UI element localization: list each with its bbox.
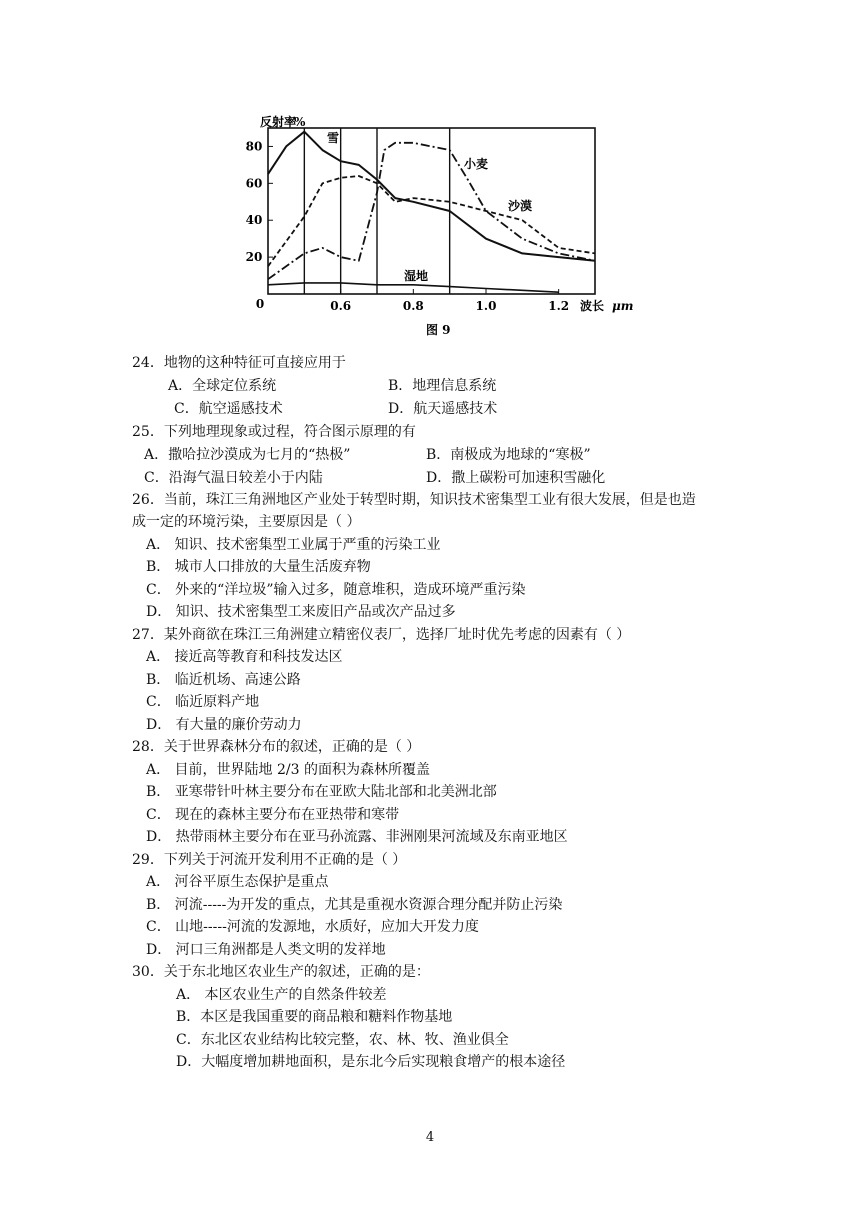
y-axis-unit: % (294, 115, 306, 129)
y-tick-label-2: 40 (245, 213, 263, 228)
label-desert: 沙漠 (508, 199, 533, 213)
figure-caption: 图 9 (426, 323, 451, 337)
q27-option-c: C． 临近原料产地 (146, 694, 260, 710)
y-axis-label: 反射率 (260, 115, 297, 129)
x-axis-label: 波长 (580, 299, 605, 313)
x-tick-label-3: 1.2 (548, 299, 570, 313)
q30-option-b: B．本区是我国重要的商品粮和糖料作物基地 (176, 1009, 453, 1025)
q30-option-a: A． 本区农业生产的自然条件较差 (176, 987, 387, 1003)
y-tick-label-0: 0 (255, 297, 265, 311)
q28-option-c: C． 现在的森林主要分布在亚热带和寒带 (146, 807, 400, 823)
q29-option-c: C． 山地-----河流的发源地，水质好，应加大开发力度 (146, 919, 479, 935)
q28-option-b: B． 亚寒带针叶林主要分布在亚欧大陆北部和北美洲北部 (146, 784, 497, 800)
reflectance-chart (245, 108, 640, 340)
plot-frame (268, 128, 595, 294)
q26-option-b: B． 城市人口排放的大量生活废弃物 (146, 559, 371, 575)
q24-option-b: B．地理信息系统 (388, 378, 497, 394)
q29-option-d: D． 河口三角洲都是人类文明的发祥地 (146, 942, 386, 958)
q30-option-d: D．大幅度增加耕地面积，是东北今后实现粮食增产的根本途径 (176, 1054, 566, 1070)
y-tick-label-1: 20 (245, 250, 263, 265)
x-tick-label-2: 1.0 (475, 299, 497, 313)
q24-stem: 24．地物的这种特征可直接应用于 (132, 355, 346, 371)
chart-svg (245, 108, 640, 340)
q26-stem-line2: 成一定的环境污染，主要原因是（ ） (132, 514, 361, 530)
q27-option-d: D． 有大量的廉价劳动力 (146, 717, 302, 733)
q28-option-a: A． 目前，世界陆地 2/3 的面积为森林所覆盖 (146, 762, 430, 778)
q26-option-c: C． 外来的“洋垃圾”输入过多，随意堆积，造成环境严重污染 (146, 582, 526, 598)
q26-option-d: D． 知识、技术密集型工来废旧产品或次产品过多 (146, 604, 456, 620)
q29-option-a: A． 河谷平原生态保护是重点 (146, 874, 329, 890)
q24-option-a: A．全球定位系统 (168, 378, 277, 394)
q28-stem: 28．关于世界森林分布的叙述，正确的是（ ） (132, 739, 421, 755)
y-tick-label-3: 60 (245, 176, 263, 191)
q24-option-d: D．航天遥感技术 (388, 401, 498, 417)
x-tick-label-0: 0.6 (330, 299, 352, 313)
desert-curve (268, 176, 595, 266)
q29-option-b: B． 河流-----为开发的重点，尤其是重视水资源合理分配并防止污染 (146, 897, 563, 913)
label-snow: 雪 (327, 131, 340, 145)
q30-option-c: C．东北区农业结构比较完整，农、林、牧、渔业俱全 (176, 1032, 509, 1048)
page-number: 4 (425, 1130, 435, 1145)
snow-curve (268, 132, 595, 261)
label-wetland: 湿地 (404, 269, 429, 283)
q27-option-a: A． 接近高等教育和科技发达区 (146, 649, 343, 665)
y-tick-label-4: 80 (245, 139, 263, 154)
q26-option-a: A． 知识、技术密集型工业属于严重的污染工业 (146, 537, 441, 553)
q24-option-c: C．航空遥感技术 (174, 401, 283, 417)
label-wheat: 小麦 (464, 157, 489, 171)
q26-stem-line1: 26．当前，珠江三角洲地区产业处于转型时期，知识技术密集型工业有很大发展，但是也造 (132, 492, 696, 508)
q27-option-b: B． 临近机场、高速公路 (146, 672, 301, 688)
q25-option-c: C．沿海气温日较差小于内陆 (144, 470, 323, 486)
q25-option-d: D．撒上碳粉可加速积雪融化 (426, 470, 606, 486)
q29-stem: 29．下列关于河流开发利用不正确的是（ ） (132, 852, 407, 868)
x-tick-label-1: 0.8 (402, 299, 424, 313)
x-axis-unit: μm (612, 299, 634, 313)
q28-option-d: D． 热带雨林主要分布在亚马孙流露、非洲刚果河流域及东南亚地区 (146, 829, 568, 845)
q27-stem: 27．某外商欲在珠江三角洲建立精密仪表厂，选择厂址时优先考虑的因素有（ ） (132, 627, 631, 643)
q30-stem: 30．关于东北地区农业生产的叙述，正确的是： (132, 964, 430, 980)
q25-option-a: A．撒哈拉沙漠成为七月的“热极” (144, 447, 351, 463)
q25-option-b: B．南极成为地球的“寒极” (426, 447, 591, 463)
q25-stem: 25．下列地理现象或过程，符合图示原理的有 (132, 424, 416, 440)
wheat-curve (268, 143, 595, 279)
